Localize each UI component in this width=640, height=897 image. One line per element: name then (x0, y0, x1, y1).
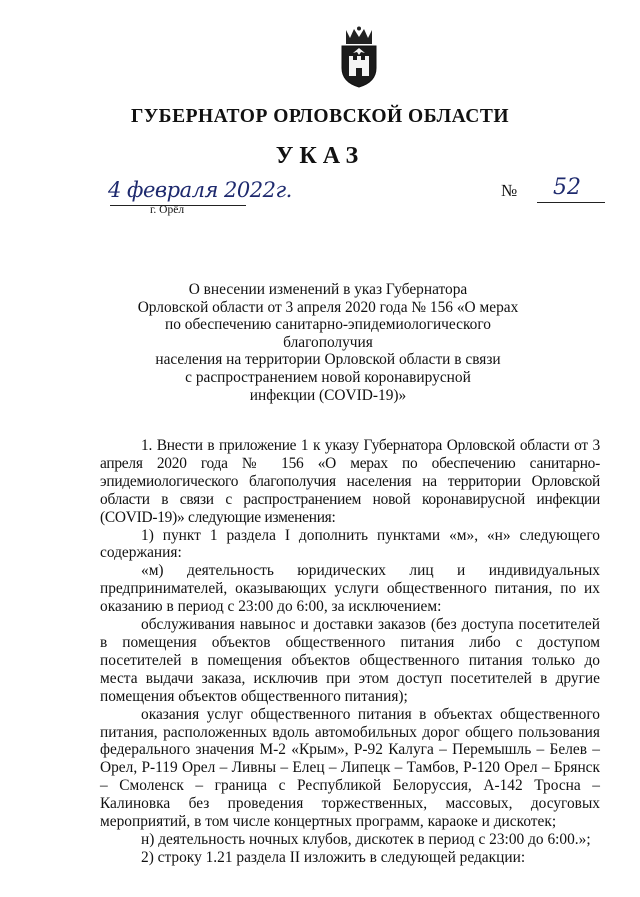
governor-title: ГУБЕРНАТОР ОРЛОВСКОЙ ОБЛАСТИ (130, 106, 510, 127)
handwritten-number: 52 (553, 175, 581, 200)
city-label: г. Орёл (150, 204, 185, 216)
heading-line: по обеспечению санитарно-эпидемиологического благополучия (165, 316, 491, 351)
decree-heading (120, 281, 536, 404)
number-underline (537, 202, 605, 203)
document-kind-title: УКАЗ (275, 143, 365, 169)
body-paragraph: 1. Внести в приложение 1 к указу Губернатора Орловской области от 3 апреля 2020 года № 156 «О мерах по обеспечению санитарно-эпидемиологического благополучия населения на территории Орловской области в связи с распространением новой коронавирусной инфекции (COVID-19)» следующие изменения: (100, 437, 600, 526)
number-sign: № (501, 181, 518, 200)
heading-line: О внесении изменений в указ Губернатора (188, 281, 468, 298)
body-paragraph: «м) деятельность юридических лиц и индивидуальных предпринимателей, оказывающих услуги общественного питания, по их оказанию в период с 23:00 до 6:00, за исключением: (100, 562, 600, 616)
coat-of-arms-icon (334, 26, 384, 88)
body-paragraph: оказания услуг общественного питания в объектах общественного питания, расположенных вдоль автомобильных дорог общего пользования федерального значения М-2 «Крым», Р-92 Калуга – Перемышль – Белев – Орел, Р-119 Орел – Ливны – Елец – Липецк – Тамбов, Р-120 Орел – Брянск – Смоленск – граница с Республикой Белоруссия, А-142 Тросна – Калиновка без проведения торжественных, массовых, досуговых мероприятий, в том числе концертных программ, караоке и дискотек; (100, 705, 600, 831)
decree-body (100, 437, 600, 867)
heading-line: с распространением новой коронавирусной (185, 368, 471, 386)
body-paragraph: 2) строку 1.21 раздела II изложить в следующей редакции: (141, 848, 526, 866)
body-paragraph: н) деятельность ночных клубов, дискотек в период с 23:00 до 6:00.»; (141, 830, 591, 848)
heading-line: населения на территории Орловской области в связи (155, 351, 501, 369)
handwritten-date: 4 февраля 2022г. (108, 178, 292, 202)
body-paragraph: 1) пункт 1 раздела I дополнить пунктами «м», «н» следующего содержания: (100, 526, 600, 562)
heading-line: инфекции (COVID-19)» (249, 386, 407, 404)
body-paragraph: обслуживания навынос и доставки заказов (без доступа посетителей в помещения объектов общественного питания либо с доступом посетителей в помещения объектов общественного питания только до места выдачи заказа, исключив при этом доступ посетителей в другие помещения объектов общественного питания); (100, 616, 600, 705)
heading-line: Орловской области от 3 апреля 2020 года № 156 «О мерах (137, 298, 519, 316)
